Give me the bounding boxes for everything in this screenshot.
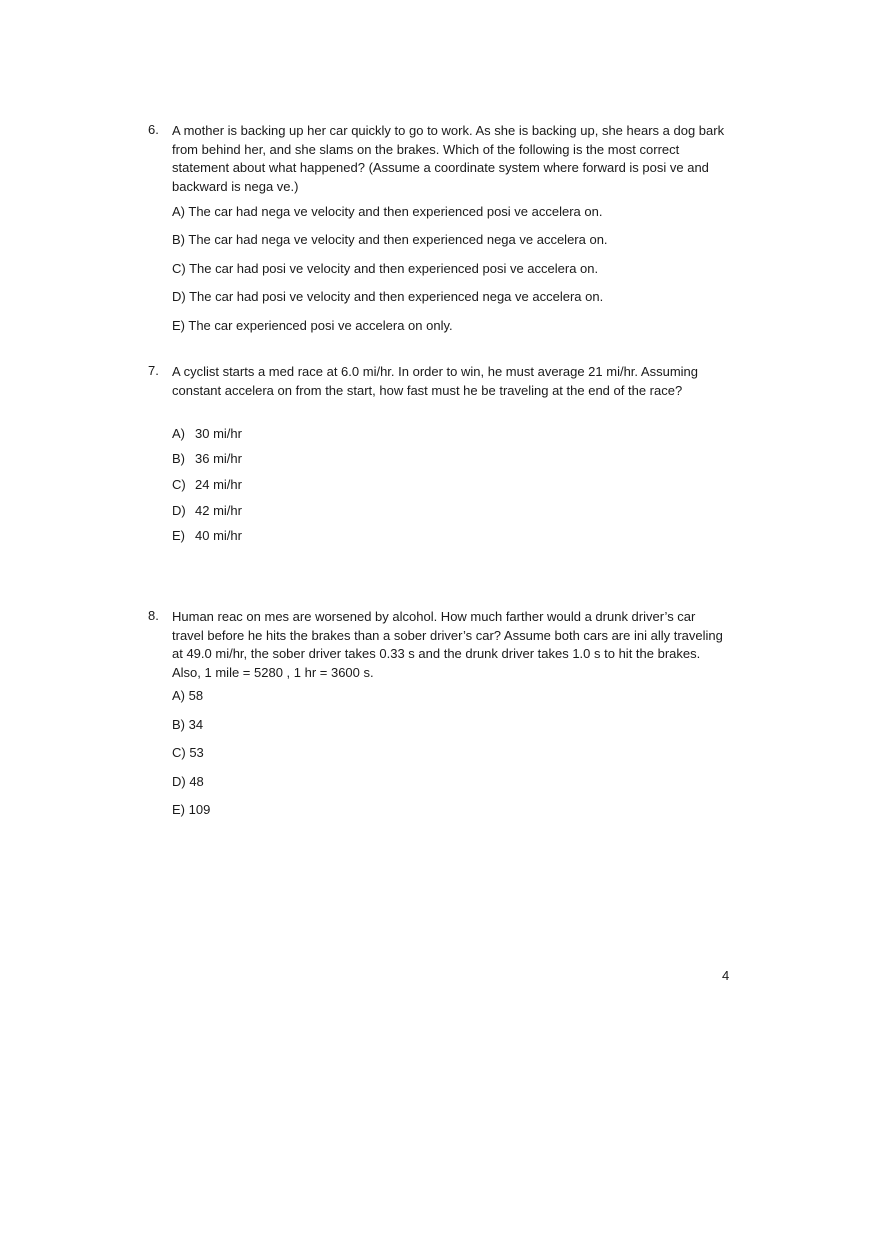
option-value: 24 mi/hr (195, 477, 242, 492)
option-letter: A) (172, 426, 185, 441)
answer-option-b (172, 451, 242, 466)
answer-option-e: E) The car experienced posi ve accelera on only. (172, 318, 453, 333)
question-text: A mother is backing up her car quickly to go to work. As she is backing up, she hears a dog bark from behind her, and she slams on the brakes. Which of the following is the most correct statement about what happened? (Assume a coordinate system where forward is posi ve and backward is nega ve.) (172, 123, 725, 194)
answer-option-d: D) 48 (172, 774, 204, 789)
page-number: 4 (722, 968, 730, 983)
option-value: 30 mi/hr (195, 426, 242, 441)
answer-option-c: C) 53 (172, 745, 204, 760)
option-value: 42 mi/hr (195, 503, 242, 518)
answer-option-d: D) The car had posi ve velocity and then experienced nega ve accelera on. (172, 289, 604, 304)
answer-option-d (172, 503, 242, 518)
option-letter: B) (172, 451, 185, 466)
answer-option-e: E) 109 (172, 802, 211, 817)
answer-option-a: A) 58 (172, 688, 204, 703)
option-value: 36 mi/hr (195, 451, 242, 466)
answer-option-a: A) The car had nega ve velocity and then experienced posi ve accelera on. (172, 204, 603, 219)
answer-option-a (172, 426, 242, 441)
answer-option-b: B) 34 (172, 717, 204, 732)
question-text: Human reac on mes are worsened by alcohol. How much farther would a drunk driver’s car travel before he hits the brakes than a sober driver’s car? Assume both cars are ini ally traveling at 49.0 mi/hr, the sober driver takes 0.33 s and the drunk driver takes 1.0 s to hit the brakes. Also, 1 mile = 5280 , 1 hr = 3600 s. (172, 609, 723, 680)
answer-option-b: B) The car had nega ve velocity and then experienced nega ve accelera on. (172, 232, 608, 247)
question-number: 6. (148, 122, 159, 137)
option-letter: E) (172, 528, 185, 543)
answer-option-e (172, 528, 242, 543)
question-text: A cyclist starts a med race at 6.0 mi/hr. In order to win, he must average 21 mi/hr. Assuming constant accelera on from the start, how fast must he be traveling at the end of the race? (172, 364, 699, 398)
question-number: 8. (148, 608, 159, 623)
option-letter: D) (172, 503, 186, 518)
answer-option-c (172, 477, 242, 492)
question-number: 7. (148, 363, 159, 378)
option-letter: C) (172, 477, 186, 492)
answer-option-c: C) The car had posi ve velocity and then experienced posi ve accelera on. (172, 261, 599, 276)
option-value: 40 mi/hr (195, 528, 242, 543)
